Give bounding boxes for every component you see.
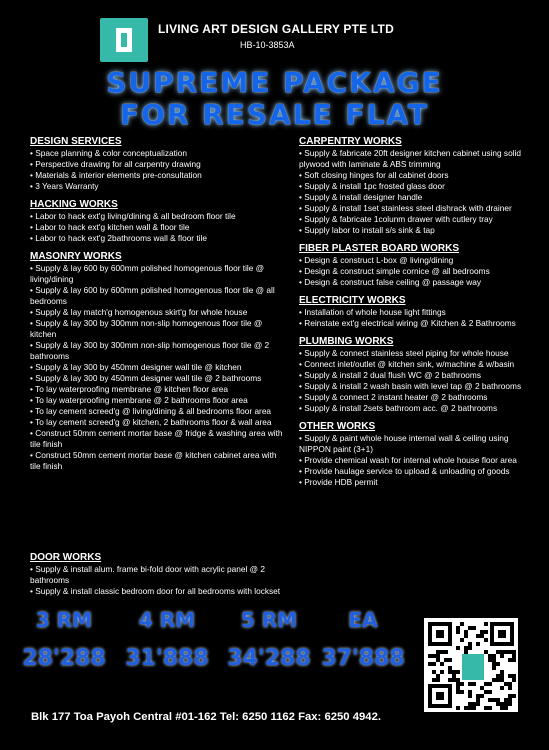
qr-code[interactable] xyxy=(424,618,518,712)
list-item: • Supply & paint whole house internal wall & ceiling using NIPPON paint (3+1) xyxy=(299,433,524,455)
right-column xyxy=(299,136,524,495)
list-item: • Supply & lay 300 by 300mm non-slip homogenous floor tile @ kitchen xyxy=(30,318,285,340)
title-line-1: SUPREME PACKAGE xyxy=(106,66,443,99)
qr-module xyxy=(448,622,452,646)
qr-module xyxy=(476,702,480,706)
list-item: • Supply & fabricate 20ft designer kitchen cabinet using solid plywood with laminate & ABS trimming xyxy=(299,148,524,170)
license-number: HB-10-3853A xyxy=(240,40,295,50)
price-item xyxy=(117,608,217,671)
qr-module xyxy=(498,630,506,638)
section-title: ELECTRICITY WORKS xyxy=(299,295,406,306)
qr-module xyxy=(490,622,494,646)
qr-module xyxy=(488,706,492,710)
list-item: • Supply labor to install s/s sink & tap xyxy=(299,225,524,236)
list-item: • To lay cement screed'g @ kitchen, 2 bathrooms floor & wall area xyxy=(30,417,285,428)
list-item: • To lay cement screed'g @ living/dining & all bedrooms floor area xyxy=(30,406,285,417)
qr-module xyxy=(504,706,508,710)
list-item: • Construct 50mm cement mortar base @ kitchen cabinet area with tile finish xyxy=(30,450,285,472)
qr-module xyxy=(464,634,468,638)
list-item: • Connect inlet/outlet @ kitchen sink, w/machine & w/basin xyxy=(299,359,524,370)
list-item: • Soft closing hinges for all cabinet doors xyxy=(299,170,524,181)
qr-module xyxy=(512,658,516,662)
qr-module xyxy=(472,706,476,710)
qr-module xyxy=(444,650,448,654)
section-title: DESIGN SERVICES xyxy=(30,136,122,147)
room-type-label: 5 RM xyxy=(240,608,298,632)
section-title: MASONRY WORKS xyxy=(30,251,122,262)
qr-module xyxy=(484,638,488,642)
list-item: • Provide chemical wash for internal whole house floor area xyxy=(299,455,524,466)
list-item: • Supply & install 2 wash basin with level tap @ 2 bathrooms xyxy=(299,381,524,392)
list-item: • Reinstate ext'g electrical wiring @ Kitchen & 2 Bathrooms xyxy=(299,318,524,329)
qr-module xyxy=(508,702,512,706)
price-value: 28'288 xyxy=(22,646,106,671)
price-item xyxy=(313,608,413,671)
list-item: • Construct 50mm cement mortar base @ fridge & washing area with tile finish xyxy=(30,428,285,450)
qr-module xyxy=(472,626,476,630)
qr-module xyxy=(428,622,432,646)
price-value: 34'288 xyxy=(227,646,311,671)
qr-module xyxy=(488,690,492,694)
qr-module xyxy=(492,666,496,670)
header xyxy=(0,14,549,64)
list-item: • Labor to hack ext'g living/dining & all bedroom floor tile xyxy=(30,211,285,222)
section xyxy=(30,251,285,472)
qr-module xyxy=(468,694,472,698)
qr-module xyxy=(472,682,476,686)
room-type-label: 3 RM xyxy=(35,608,93,632)
list-item: • Supply & install 1set stainless steel dishrack with drainer xyxy=(299,203,524,214)
qr-module xyxy=(436,692,444,700)
list-item: • Labor to hack ext'g 2bathrooms wall & floor tile xyxy=(30,233,285,244)
qr-module xyxy=(436,630,444,638)
list-item: • Supply & connect stainless steel piping for whole house xyxy=(299,348,524,359)
qr-module xyxy=(500,654,504,658)
price-value: 31'888 xyxy=(125,646,209,671)
section xyxy=(299,243,524,288)
list-item: • Supply & lay 300 by 300mm non-slip homogenous floor tile @ 2 bathrooms xyxy=(30,340,285,362)
qr-module xyxy=(440,670,444,674)
qr-module xyxy=(432,662,436,666)
qr-module xyxy=(484,630,488,634)
section-title: OTHER WORKS xyxy=(299,421,376,432)
list-item: • To lay waterproofing membrane @ 2 bathrooms floor area xyxy=(30,395,285,406)
qr-module xyxy=(460,622,464,626)
list-item: • Supply & connect 2 instant heater @ 2 bathrooms xyxy=(299,392,524,403)
list-item: • Installation of whole house light fittings xyxy=(299,307,524,318)
list-item: • Supply & fabricate 1colunm drawer with cutlery tray xyxy=(299,214,524,225)
list-item: • Supply & install 1pc frosted glass door xyxy=(299,181,524,192)
qr-module xyxy=(476,642,480,646)
qr-module xyxy=(428,684,432,708)
title-line-2: FOR RESALE FLAT xyxy=(119,98,430,131)
qr-module xyxy=(460,638,464,642)
qr-module xyxy=(456,630,460,634)
section xyxy=(299,421,524,488)
list-item: • Design & construct simple cornice @ all bedrooms xyxy=(299,266,524,277)
room-type-label: 4 RM xyxy=(138,608,196,632)
company-logo xyxy=(100,18,148,62)
list-item: • Provide haulage service to upload & unloading of goods xyxy=(299,466,524,477)
qr-module xyxy=(488,682,492,686)
list-item: • Supply & lay 300 by 450mm designer wall tile @ 2 bathrooms xyxy=(30,373,285,384)
left-column xyxy=(30,136,285,479)
list-item: • Supply & install alum. frame bi-fold door with acrylic panel @ 2 bathrooms xyxy=(30,564,285,586)
list-item: • Supply & lay match'g homogenous skirt'g for whole house xyxy=(30,307,285,318)
qr-logo-icon xyxy=(462,654,484,680)
list-item: • 3 Years Warranty xyxy=(30,181,285,192)
price-value: 37'888 xyxy=(321,646,405,671)
list-item: • Supply & install classic bedroom door for all bedrooms with lockset xyxy=(30,586,285,597)
price-item xyxy=(219,608,319,671)
qr-module xyxy=(456,646,460,650)
section xyxy=(30,136,285,192)
qr-module xyxy=(460,690,464,694)
qr-module xyxy=(460,682,464,686)
qr-module xyxy=(484,622,488,626)
section-title: HACKING WORKS xyxy=(30,199,118,210)
qr-module xyxy=(436,678,440,682)
qr-module xyxy=(512,694,516,698)
section-title: CARPENTRY WORKS xyxy=(299,136,402,147)
qr-module xyxy=(480,694,484,698)
qr-module xyxy=(500,686,504,690)
list-item: • Supply & lay 600 by 600mm polished homogenous floor tile @ living/dining xyxy=(30,263,285,285)
qr-module xyxy=(468,646,472,650)
room-type-label: EA xyxy=(348,608,378,632)
qr-module xyxy=(456,706,460,710)
section xyxy=(30,199,285,244)
list-item: • Supply & lay 300 by 450mm designer wall tile @ kitchen xyxy=(30,362,285,373)
qr-module xyxy=(448,684,452,708)
list-item: • Design & construct false ceiling @ passage way xyxy=(299,277,524,288)
footer-address: Blk 177 Toa Payoh Central #01-162 Tel: 6250 1162 Fax: 6250 4942. xyxy=(31,711,381,723)
section-title: FIBER PLASTER BOARD WORKS xyxy=(299,243,459,254)
qr-module xyxy=(440,662,444,666)
qr-module xyxy=(512,678,516,682)
list-item: • Space planning & color conceptualization xyxy=(30,148,285,159)
section-title: PLUMBING WORKS xyxy=(299,336,394,347)
list-item: • Supply & install 2sets bathroom acc. @ 2 bathrooms xyxy=(299,403,524,414)
section xyxy=(299,295,524,329)
section xyxy=(299,336,524,414)
qr-module xyxy=(448,658,452,662)
list-item: • Materials & interior elements pre-consultation xyxy=(30,170,285,181)
section-title: DOOR WORKS xyxy=(30,552,102,563)
qr-module xyxy=(496,662,500,666)
company-name: LIVING ART DESIGN GALLERY PTE LTD xyxy=(158,22,394,36)
door-works-column xyxy=(30,552,285,604)
list-item: • Provide HDB permit xyxy=(299,477,524,488)
list-item: • Labor to hack ext'g kitchen wall & floor tile xyxy=(30,222,285,233)
qr-module xyxy=(508,686,512,690)
section xyxy=(299,136,524,236)
list-item: • Supply & lay 600 by 600mm polished homogenous floor tile @ all bedrooms xyxy=(30,285,285,307)
list-item: • Supply & install designer handle xyxy=(299,192,524,203)
list-item: • Perspective drawing for all carpentry drawing xyxy=(30,159,285,170)
list-item: • To lay waterproofing membrane @ kitchen floor area xyxy=(30,384,285,395)
list-item: • Supply & install 2 dual flush WC @ 2 bathrooms xyxy=(299,370,524,381)
qr-module xyxy=(456,670,460,674)
section xyxy=(30,552,285,597)
list-item: • Design & construct L-box @ living/dining xyxy=(299,255,524,266)
qr-module xyxy=(464,650,468,654)
price-item xyxy=(14,608,114,671)
qr-module xyxy=(510,622,514,646)
